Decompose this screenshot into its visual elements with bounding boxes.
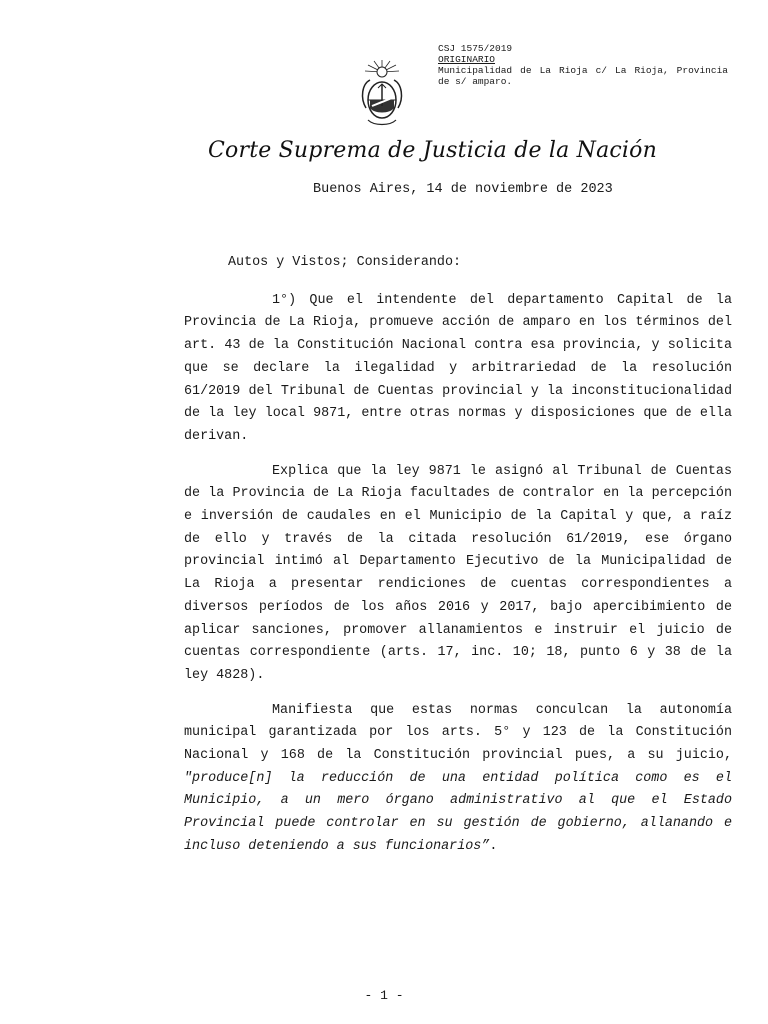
paragraph-3-quote: "produce[n] la reducción de una entidad política como es el Municipio, a un mero órgano administrativo al que el Estado Provincial puede controlar en su gestión de gobierno, allanando e incluso deteniendo a sus funcionarios”	[184, 770, 732, 854]
document-body	[184, 252, 732, 871]
paragraph-3-tail: .	[489, 838, 498, 854]
case-title: Municipalidad de La Rioja c/ La Rioja, Provincia de s/ amparo.	[438, 65, 728, 87]
paragraph-3-lead: Manifiesta que estas normas conculcan la autonomía municipal garantizada por los arts. 5° y 123 de la Constitución Nacional y 168 de la Constitución provincial pues, a su juicio,	[184, 702, 732, 764]
page-number: - 1 -	[364, 988, 404, 1003]
intro-line: Autos y Vistos; Considerando:	[228, 255, 462, 270]
coat-of-arms-icon	[356, 58, 408, 132]
paragraph-1: 1°) Que el intendente del departamento Capital de la Provincia de La Rioja, promueve acción de amparo en los términos del art. 43 de la Constitución Nacional contra esa provincia, y solicita que se declare la ilegalidad y arbitrariedad de la resolución 61/2019 del Tribunal de Cuentas provincial y la inconstitucionalidad de la ley local 9871, entre otras normas y disposiciones que de ella derivan.	[184, 292, 732, 444]
paragraph-2: Explica que la ley 9871 le asignó al Tribunal de Cuentas de la Provincia de La Rioja facultades de contralor en la percepción e inversión de caudales en el Municipio de la Capital y que, a raíz de ello y través de la citada resolución 61/2019, ese órgano provincial intimó al Departamento Ejecutivo de la Municipalidad de La Rioja a presentar rendiciones de cuentas correspondientes a diversos períodos de los años 2016 y 2017, bajo apercibimiento de aplicar sanciones, promover allanamientos e instruir el juicio de cuentas correspondiente (arts. 17, inc. 10; 18, punto 6 y 38 de la ley 4828).	[184, 463, 732, 683]
case-type: ORIGINARIO	[438, 54, 496, 65]
case-reference	[438, 43, 728, 87]
case-number: CSJ 1575/2019	[438, 43, 513, 54]
paragraph-3	[184, 700, 732, 859]
date-line: Buenos Aires, 14 de noviembre de 2023	[313, 182, 613, 197]
court-name: Corte Suprema de Justicia de la Nación	[208, 138, 657, 163]
